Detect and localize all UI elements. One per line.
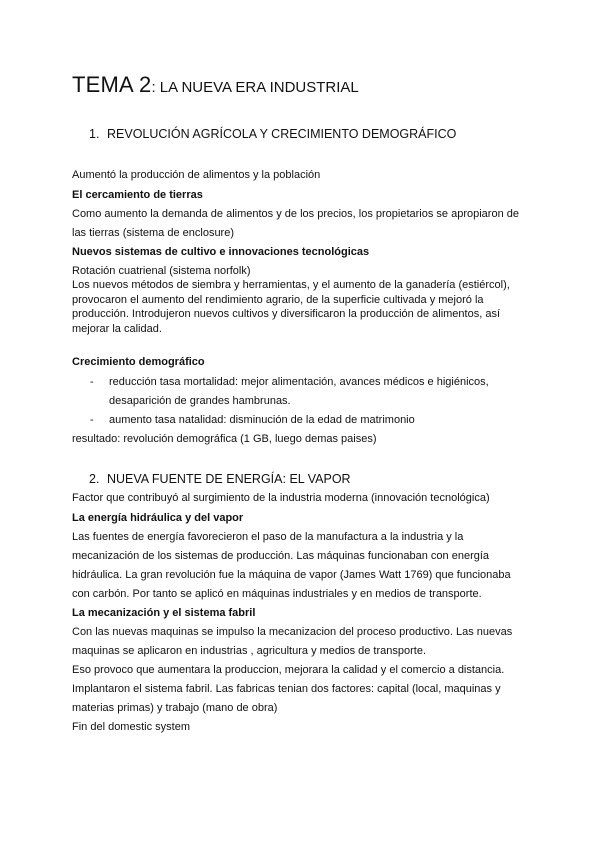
bullet-1-line-2: desaparición de grandes hambrunas. xyxy=(109,395,291,407)
bullet-2-marker: - xyxy=(90,414,94,426)
fabril-line-2: maquinas se aplicaron en industrias , agricultura y medios de transporte. xyxy=(72,645,427,657)
fabril-line-1: Con las nuevas maquinas se impulso la mecanizacion del proceso productivo. Las nuevas xyxy=(72,626,513,638)
section-1-number: 1. xyxy=(89,127,100,141)
cercamiento-line-2: las tierras (sistema de enclosure) xyxy=(72,227,235,239)
cultivo-line-3: provocaron el aumento del rendimiento agrario, de la superficie cultivada y mejoró la xyxy=(72,294,484,306)
section-2-intro: Factor que contribuyó al surgimiento de la industria moderna (innovación tecnológica) xyxy=(72,492,490,504)
cercamiento-heading: El cercamiento de tierras xyxy=(72,189,203,201)
energia-line-4: con carbón. Por tanto se aplicó en máquinas industriales y en medios de transporte. xyxy=(72,588,482,600)
bullet-1-marker: - xyxy=(90,376,94,388)
fabril-line-4: Implantaron el sistema fabril. Las fabricas tenian dos factores: capital (local, maquinas y xyxy=(72,683,501,695)
cultivo-line-1: Rotación cuatrienal (sistema norfolk) xyxy=(72,265,251,277)
section-1-title: REVOLUCIÓN AGRÍCOLA Y CRECIMIENTO DEMOGRÁFICO xyxy=(107,127,457,141)
cultivo-line-2: Los nuevos métodos de siembra y herramientas, y el aumento de la ganadería (estiércol), xyxy=(72,279,510,291)
section-2-number: 2. xyxy=(89,472,100,486)
cercamiento-line-1: Como aumento la demanda de alimentos y de los precios, los propietarios se apropiaron de xyxy=(72,208,519,220)
demografico-heading: Crecimiento demográfico xyxy=(72,356,205,368)
cultivo-line-5: mejorar la calidad. xyxy=(72,323,162,335)
cultivo-heading: Nuevos sistemas de cultivo e innovaciones tecnológicas xyxy=(72,246,370,258)
energia-line-3: hidráulica. La gran revolución fue la máquina de vapor (James Watt 1769) que funcionaba xyxy=(72,569,511,581)
fabril-heading: La mecanización y el sistema fabril xyxy=(72,607,256,619)
title-subtitle: : LA NUEVA ERA INDUSTRIAL xyxy=(151,79,359,96)
fabril-line-5: materias primas) y trabajo (mano de obra) xyxy=(72,702,278,714)
fabril-line-3: Eso provoco que aumentara la produccion, mejorara la calidad y el comercio a distancia. xyxy=(72,664,505,676)
cultivo-line-4: producción. Introdujeron nuevos cultivos y diversificaron la producción de alimentos, así xyxy=(72,308,501,320)
section-1-intro: Aumentó la producción de alimentos y la población xyxy=(72,169,321,181)
title-main: TEMA 2 xyxy=(72,72,152,97)
bullet-1-line-1: reducción tasa mortalidad: mejor alimentación, avances médicos e higiénicos, xyxy=(109,376,489,388)
energia-line-2: mecanización de los sistemas de producción. Las máquinas funcionaban con energía xyxy=(72,550,490,562)
bullet-2-line-1: aumento tasa natalidad: disminución de la edad de matrimonio xyxy=(109,414,415,426)
resultado-line: resultado: revolución demográfica (1 GB, luego demas paises) xyxy=(72,433,377,445)
page-title xyxy=(72,74,359,96)
section-2-heading xyxy=(89,472,351,486)
fabril-line-6: Fin del domestic system xyxy=(72,721,190,733)
section-1-heading xyxy=(89,127,456,141)
section-2-title: NUEVA FUENTE DE ENERGÍA: EL VAPOR xyxy=(107,472,351,486)
energia-line-1: Las fuentes de energía favorecieron el paso de la manufactura a la industria y la xyxy=(72,531,464,543)
energia-heading: La energía hidráulica y del vapor xyxy=(72,512,244,524)
